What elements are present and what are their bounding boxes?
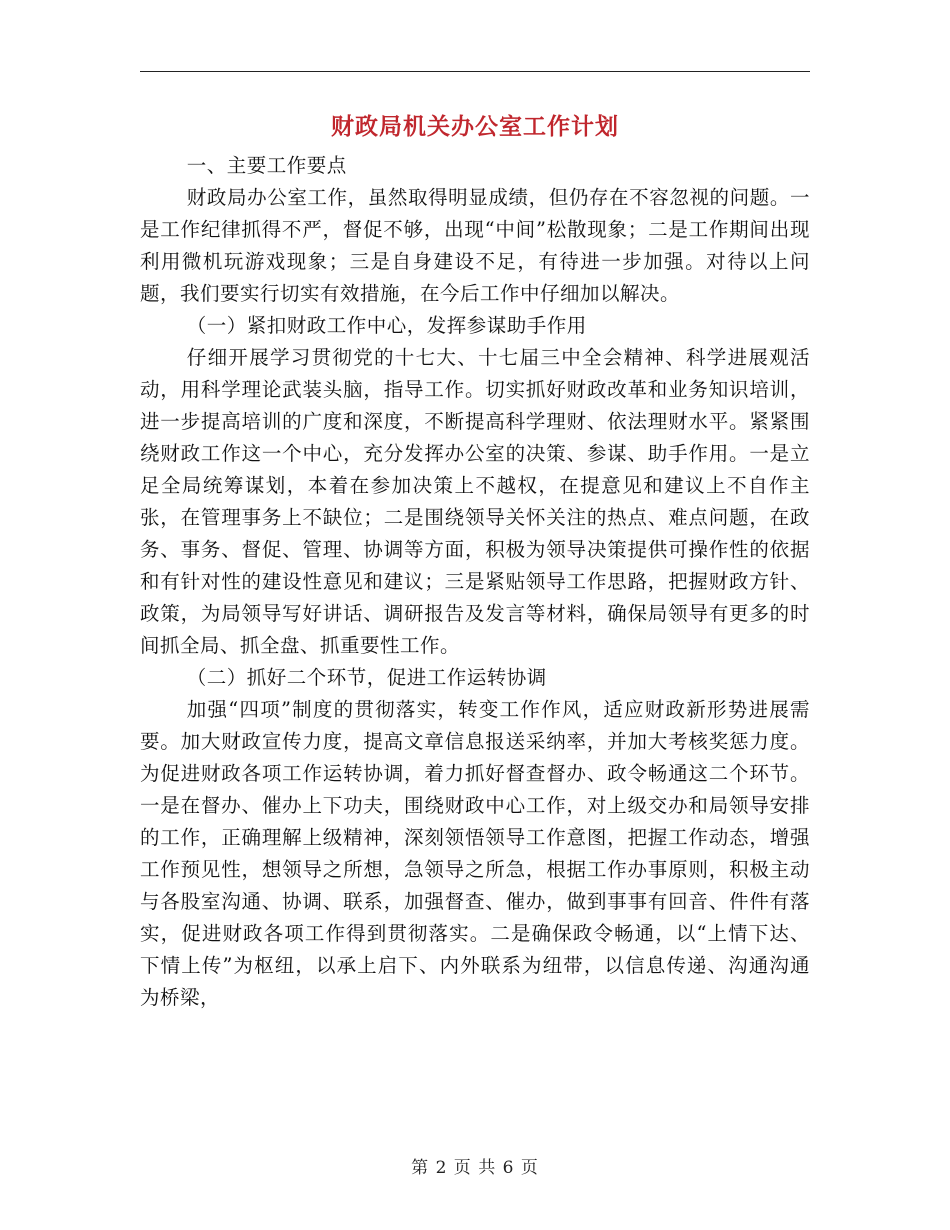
body-paragraph: 仔细开展学习贯彻党的十七大、十七届三中全会精神、科学进展观活动，用科学理论武装头脑，指导工作。切实抓好财政改革和业务知识培训，进一步提高培训的广度和深度，不断提高科学理财、依法理财水平。紧紧围绕财政工作这一个中心，充分发挥办公室的决策、参谋、助手作用。一是立足全局统筹谋划，本着在参加决策上不越权，在提意见和建议上不自作主张，在管理事务上不缺位；二是围绕领导关怀关注的热点、难点问题，在政务、事务、督促、管理、协调等方面，积极为领导决策提供可操作性的依据和有针对性的建设性意见和建议；三是紧贴领导工作思路，把握财政方针、政策，为局领导写好讲话、调研报告及发言等材料，确保局领导有更多的时间抓全局、抓全盘、抓重要性工作。 [140, 346, 810, 657]
document-body [140, 150, 810, 1014]
section-heading: 一、主要工作要点 [186, 154, 347, 177]
header-rule [140, 71, 810, 72]
subsection-heading: （一）紧扣财政工作中心，发挥参谋助手作用 [186, 314, 587, 337]
body-paragraph: 财政局办公室工作，虽然取得明显成绩，但仍存在不容忽视的问题。一是工作纪律抓得不严，督促不够，出现“中间”松散现象；二是工作期间出现利用微机玩游戏现象；三是自身建设不足，有待进一步加强。对待以上问题，我们要实行切实有效措施，在今后工作中仔细加以解决。 [140, 186, 810, 305]
body-paragraph: 加强“四项”制度的贯彻落实，转变工作作风，适应财政新形势进展需要。加大财政宣传力度，提高文章信息报送采纳率，并加大考核奖惩力度。为促进财政各项工作运转协调，着力抓好督查督办、政令畅通这二个环节。一是在督办、催办上下功夫，围绕财政中心工作，对上级交办和局领导安排的工作，正确理解上级精神，深刻领悟领导工作意图，把握工作动态，增强工作预见性，想领导之所想，急领导之所急，根据工作办事原则，积极主动与各股室沟通、协调、联系，加强督查、催办，做到事事有回音、件件有落实，促进财政各项工作得到贯彻落实。二是确保政令畅通，以“上情下达、下情上传”为枢纽，以承上启下、内外联系为纽带，以信息传递、沟通沟通为桥梁， [140, 698, 810, 1009]
page-number: 第 2 页 共 6 页 [411, 1158, 539, 1178]
subsection-heading: （二）抓好二个环节，促进工作运转协调 [186, 666, 547, 689]
document-title: 财政局机关办公室工作计划 [331, 113, 619, 140]
